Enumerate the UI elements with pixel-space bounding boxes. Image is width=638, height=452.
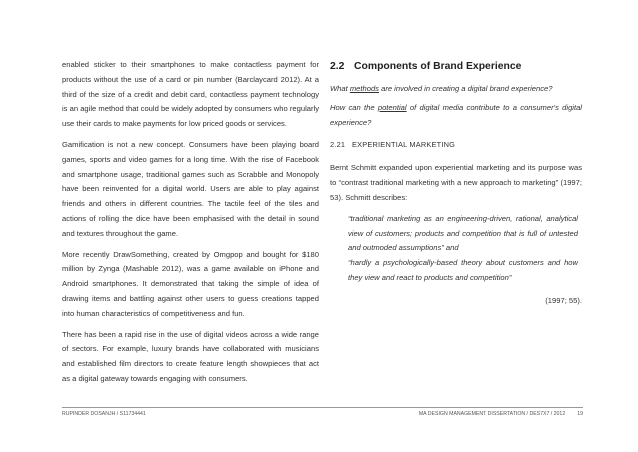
footer-course: MA DESIGN MANAGEMENT DISSERTATION / DES7X7 / 2012 xyxy=(418,411,566,417)
q1-text-end: are involved in creating a digital brand experience? xyxy=(378,84,553,93)
body-paragraph-4: There has been a rapid rise in the use of digital videos across a wide range of sectors. For example, luxury brands have collaborated with musicians and established film directors to create feature length showpieces that act as a digital gateway towards engaging with consumers. xyxy=(62,329,319,383)
block-quote xyxy=(348,212,578,286)
subsection-number: 2.21 xyxy=(330,140,346,150)
footer-rule xyxy=(62,407,583,408)
page-footer xyxy=(62,407,583,417)
q1-emphasis: methods xyxy=(349,84,379,93)
body-paragraph-3: More recently DrawSomething, created by Omgpop and bought for $180 million by Zynga (Mashable 2012), was a game available on iPhone and Android smartphones. It demonstrated that taking the simple of idea of drawing items and battling against other users to guess creations tapped into human characteristics of competitiveness and fun. xyxy=(62,249,319,318)
footer-author: RUPINDER DOSANJH / S11734441 xyxy=(62,411,146,417)
section-title: Components of Brand Experience xyxy=(354,61,522,72)
quote-citation: (1997; 55). xyxy=(545,295,582,305)
left-column xyxy=(62,58,319,393)
subsection-heading xyxy=(330,140,582,149)
body-paragraph-1: enabled sticker to their smartphones to make contactless payment for products without the use of a card or pin number (Barclaycard 2012). At a third of the size of a credit and debit card, contactless payment technology is an agile method that could be widely adopted by consumers who regularly use their cards to make payments for low priced goods or services. xyxy=(62,60,319,129)
section-number: 2.2 xyxy=(330,61,345,72)
right-column xyxy=(330,58,582,305)
section-heading xyxy=(330,60,582,74)
q1-text-start: What xyxy=(330,84,350,93)
q2-emphasis: potential xyxy=(377,102,407,112)
quote-part-2: “hardly a psychologically-based theory about customers and how they view and react to products and competition” xyxy=(348,258,578,282)
quote-part-1: “traditional marketing as an engineering-driven, rational, analytical view of customers; products and competition that is full of untested and outmoded assumptions” and xyxy=(348,213,578,253)
research-question-1 xyxy=(330,82,582,97)
q2-text-start: How can the xyxy=(330,102,378,112)
intro-paragraph: Bernt Schmitt expanded upon experiential marketing and its purpose was to “contrast traditional marketing with a new approach to marketing” (1997; 53). Schmitt describes: xyxy=(330,163,582,202)
q2-text-end: of digital media contribute to a consumer's digital experience? xyxy=(330,102,582,127)
subsection-title: EXPERIENTIAL MARKETING xyxy=(352,140,456,150)
footer-right xyxy=(419,411,583,417)
research-question-2 xyxy=(330,101,582,131)
page-number: 19 xyxy=(577,411,583,417)
body-paragraph-2: Gamification is not a new concept. Consumers have been playing board games, sports and video games for a long time. With the rise of Facebook and smartphone usage, traditional games such as Scrabble and Monopoly have been reinvented for a digital world. Users are able to play against friends and others in different countries. The tactile feel of the tiles and actions of rolling the dice have been emphasised with the detail in sound and textures throughout the game. xyxy=(62,139,319,238)
